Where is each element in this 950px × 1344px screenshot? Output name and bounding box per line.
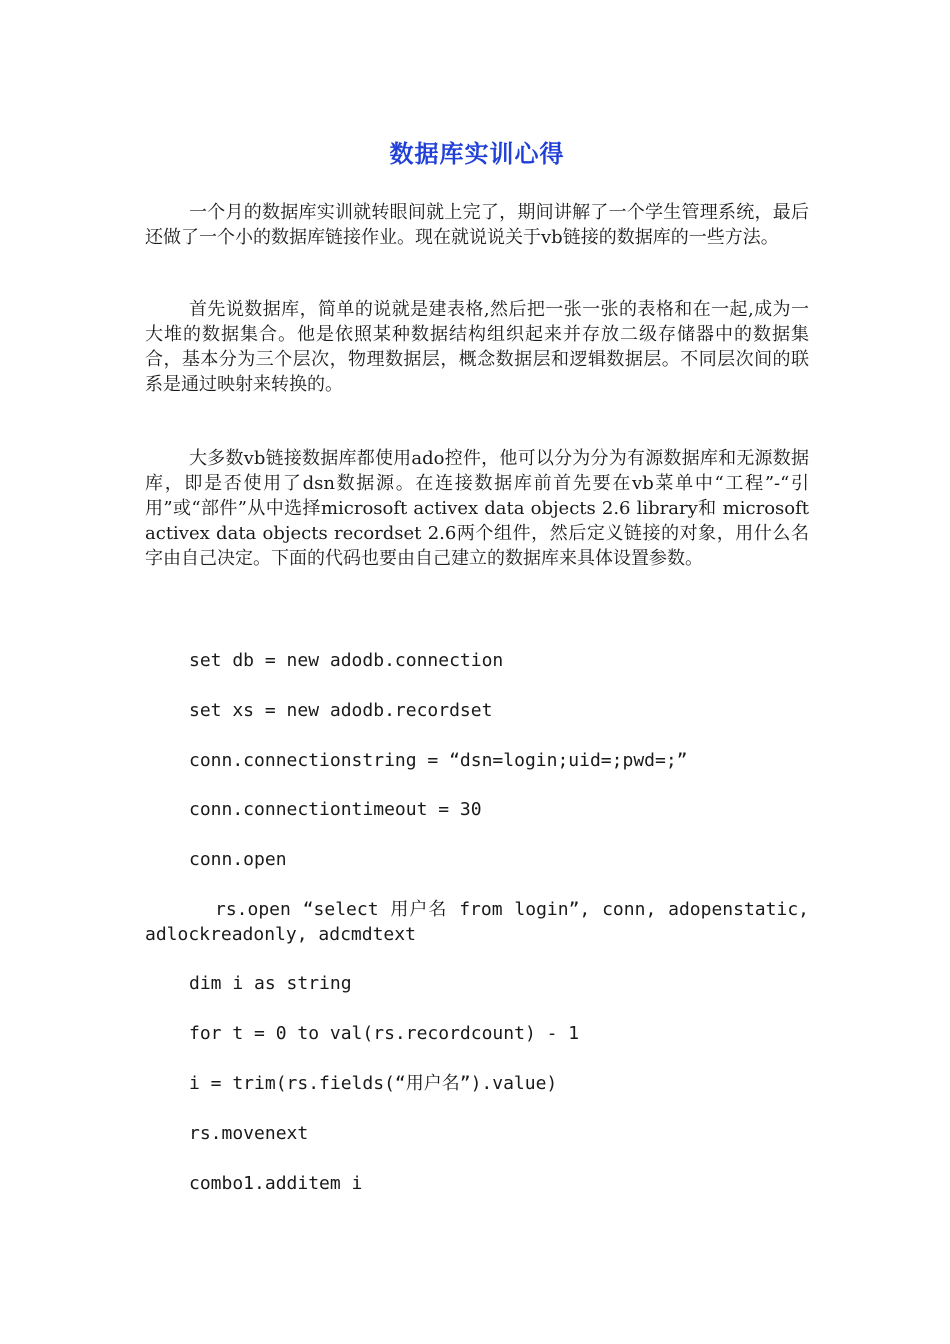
code-line-9: i = trim(rs.fields(“用户名”).value) — [189, 1073, 558, 1094]
code-line-4: conn.connectiontimeout = 30 — [189, 799, 482, 820]
code-line-8: for t = 0 to val(rs.recordcount) - 1 — [189, 1023, 580, 1044]
code-line-11: combo1.additem i — [189, 1173, 363, 1194]
code-line-7: dim i as string — [189, 973, 352, 994]
code-line-5: conn.open — [189, 849, 287, 870]
paragraph-vb-ado: 大多数vb链接数据库都使用ado控件，他可以分为分为有源数据库和无源数据库，即是否使用了dsn数据源。在连接数据库前首先要在vb菜单中“工程”-“引用”或“部件”从中选择microsoft activex data objects 2.6 library和 microsoft activex data objects recordset 2.6两个组件，然后定义链接的对象，用什么名字由自己决定。下面的代码也要由自己建立的数据库来具体设置参数。 — [145, 448, 809, 569]
paragraph-intro: 一个月的数据库实训就转眼间就上完了，期间讲解了一个学生管理系统，最后还做了一个小的数据库链接作业。现在就说说关于vb链接的数据库的一些方法。 — [145, 202, 809, 248]
code-line-2: set xs = new adodb.recordset — [189, 700, 493, 721]
code-line-10: rs.movenext — [189, 1123, 309, 1144]
document-title: 数据库实训心得 — [389, 140, 565, 168]
paragraph-database-definition: 首先说数据库，简单的说就是建表格,然后把一张一张的表格和在一起,成为一大堆的数据集合。他是依照某种数据结构组织起来并存放二级存储器中的数据集合，基本分为三个层次，物理数据层，概念数据层和逻辑数据层。不同层次间的联系是通过映射来转换的。 — [145, 299, 809, 395]
code-line-6: rs.open “select 用户名 from login”, conn, adopenstatic, adlockreadonly, adcmdtext — [145, 899, 809, 945]
code-line-1: set db = new adodb.connection — [189, 650, 504, 671]
code-line-3: conn.connectionstring = “dsn=login;uid=;pwd=;” — [189, 750, 688, 771]
